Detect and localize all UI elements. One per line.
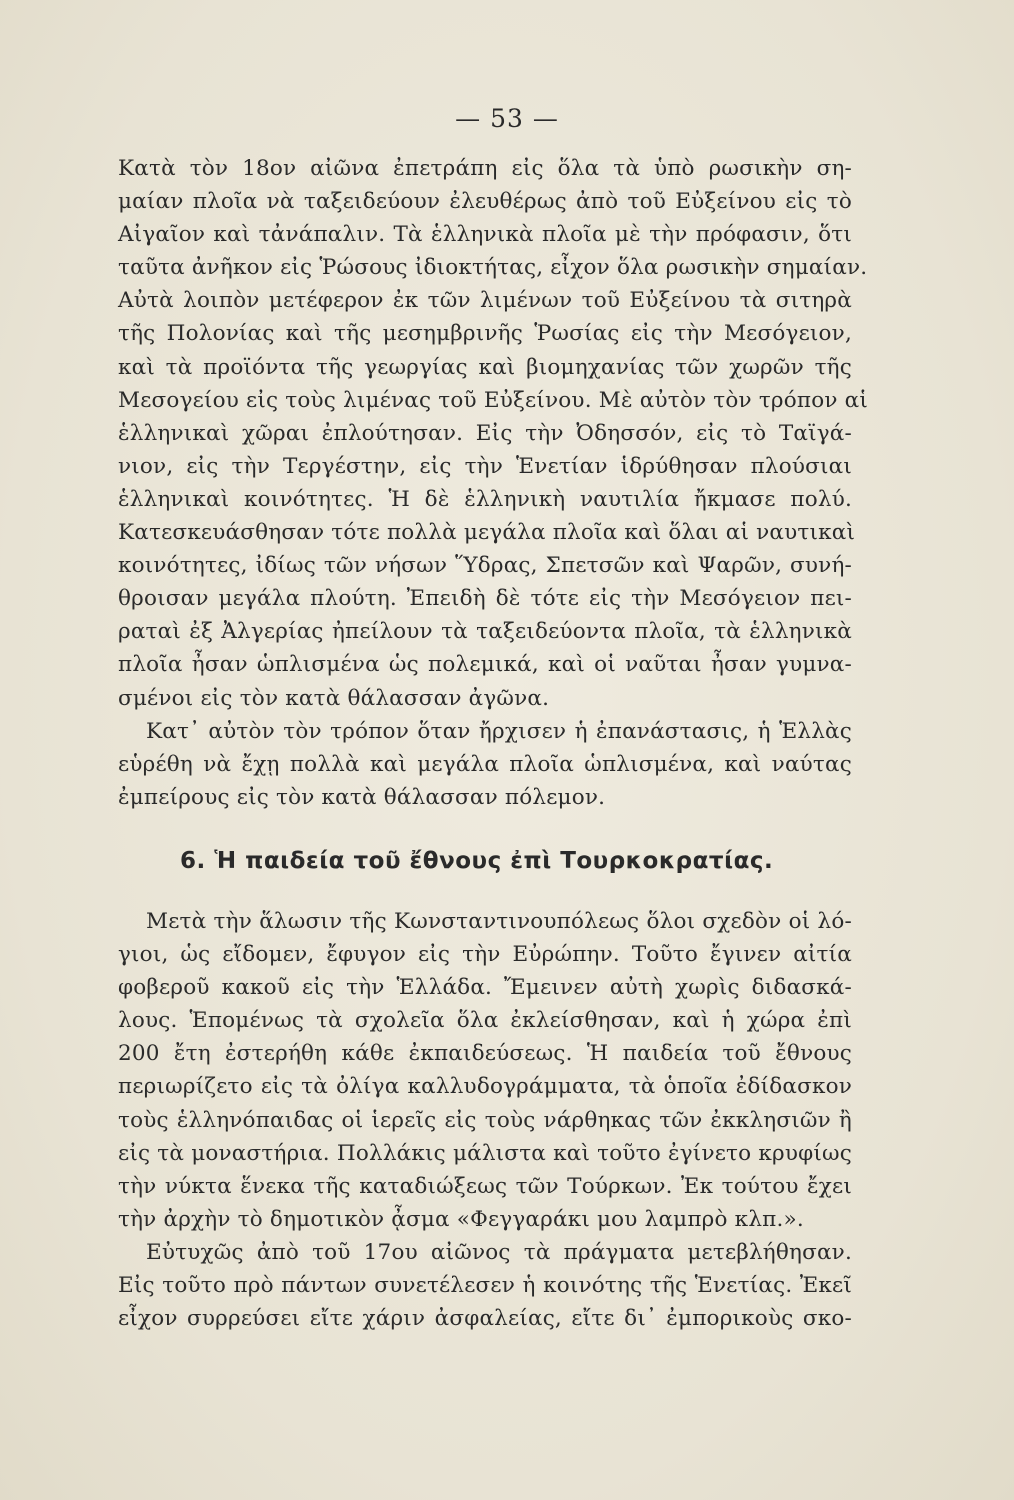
text-line: 200 ἔτη ἐστερήθη κάθε ἐκπαιδεύσεως. Ἡ παιδεία τοῦ ἔθνους	[118, 1041, 852, 1067]
text-line: ἑλληνικαὶ χῶραι ἐπλούτησαν. Εἰς τὴν Ὀδησσόν, εἰς τὸ Ταϊγά-	[118, 420, 852, 446]
paragraph-2	[118, 715, 852, 814]
text-line: Κατ᾿ αὐτὸν τὸν τρόπον ὅταν ἤρχισεν ἡ ἐπανάστασις, ἡ Ἑλλὰς	[146, 718, 852, 744]
text-line: τοὺς ἑλληνόπαιδας οἱ ἱερεῖς εἰς τοὺς νάρθηκας τῶν ἐκκλησιῶν ἢ	[118, 1107, 852, 1133]
text-line: περιωρίζετο εἰς τὰ ὀλίγα καλλυδογράμματα, τὰ ὁποῖα ἐδίδασκον	[118, 1074, 852, 1100]
text-line: εὑρέθη νὰ ἔχῃ πολλὰ καὶ μεγάλα πλοῖα ὡπλισμένα, καὶ ναύτας	[118, 751, 852, 777]
text-line: γιοι, ὡς εἴδομεν, ἔφυγον εἰς τὴν Εὐρώπην. Τοῦτο ἔγινεν αἰτία	[118, 942, 852, 968]
body-text-upper	[118, 152, 869, 814]
body-text-lower	[118, 905, 852, 1335]
text-line: ἐμπείρους εἰς τὸν κατὰ θάλασσαν πόλεμον.	[118, 784, 606, 810]
paragraph-4	[118, 1236, 852, 1335]
text-line: Εὐτυχῶς ἀπὸ τοῦ 17ου αἰῶνος τὰ πράγματα μετεβλήθησαν.	[146, 1239, 852, 1265]
text-line: τὴν ἀρχὴν τὸ δημοτικὸν ᾆσμα «Φεγγαράκι μου λαμπρὸ κλπ.».	[118, 1206, 804, 1232]
text-line: πλοῖα ἦσαν ὡπλισμένα ὡς πολεμικά, καὶ οἱ ναῦται ἦσαν γυμνα-	[118, 652, 852, 678]
text-line: Εἰς τοῦτο πρὸ πάντων συνετέλεσεν ἡ κοινότης τῆς Ἑνετίας. Ἐκεῖ	[118, 1273, 852, 1299]
text-line: κοινότητες, ἰδίως τῶν νήσων Ὕδρας, Σπετσῶν καὶ Ψαρῶν, συνή-	[118, 553, 852, 579]
text-line: εἰς τὰ μοναστήρια. Πολλάκις μάλιστα καὶ τοῦτο ἐγίνετο κρυφίως	[118, 1140, 852, 1166]
text-line: Μετὰ τὴν ἅλωσιν τῆς Κωνσταντινουπόλεως ὅλοι σχεδὸν οἱ λό-	[146, 909, 852, 934]
text-line: νιον, εἰς τὴν Τεργέστην, εἰς τὴν Ἑνετίαν ἱδρύθησαν πλούσιαι	[118, 453, 852, 479]
text-line: λους. Ἑπομένως τὰ σχολεῖα ὅλα ἐκλείσθησαν, καὶ ἡ χώρα ἐπὶ	[118, 1008, 852, 1034]
text-line: ταῦτα ἀνῆκον εἰς Ῥώσους ἰδιοκτήτας, εἶχον ὅλα ρωσικὴν σημαίαν.	[118, 255, 868, 281]
paragraph-3	[118, 905, 852, 1236]
text-line: ἑλληνικαὶ κοινότητες. Ἡ δὲ ἑλληνικὴ ναυτιλία ἤκμασε πολύ.	[118, 486, 852, 512]
text-line: Κατεσκευάσθησαν τότε πολλὰ μεγάλα πλοῖα καὶ ὅλαι αἱ ναυτικαὶ	[118, 520, 856, 546]
text-line: θροισαν μεγάλα πλούτη. Ἐπειδὴ δὲ τότε εἰς τὴν Μεσόγειον πει-	[118, 586, 852, 612]
text-line: Μεσογείου εἰς τοὺς λιμένας τοῦ Εὐξείνου. Μὲ αὐτὸν τὸν τρόπον αἱ	[118, 387, 869, 413]
text-line: Αὐτὰ λοιπὸν μετέφερον ἐκ τῶν λιμένων τοῦ Εὐξείνου τὰ σιτηρὰ	[118, 288, 852, 314]
text-line: εἶχον συρρεύσει εἴτε χάριν ἀσφαλείας, εἴτε δι᾿ ἐμπορικοὺς σκο-	[118, 1306, 852, 1332]
text-line: τὴν νύκτα ἕνεκα τῆς καταδιώξεως τῶν Τούρκων. Ἐκ τούτου ἔχει	[118, 1173, 852, 1199]
text-line: Κατὰ τὸν 18ον αἰῶνα ἐπετράπη εἰς ὅλα τὰ ὑπὸ ρωσικὴν ση-	[118, 156, 852, 181]
text-line: σμένοι εἰς τὸν κατὰ θάλασσαν ἀγῶνα.	[118, 685, 550, 711]
text-line: φοβεροῦ κακοῦ εἰς τὴν Ἑλλάδα. Ἔμεινεν αὐτὴ χωρὶς διδασκά-	[118, 975, 852, 1001]
text-line: τῆς Πολονίας καὶ τῆς μεσημβρινῆς Ῥωσίας εἰς τὴν Μεσόγειον,	[118, 321, 852, 347]
text-line: ραταὶ ἐξ Ἀλγερίας ἠπείλουν τὰ ταξειδεύοντα πλοῖα, τὰ ἑλληνικὰ	[118, 619, 852, 645]
text-line: μαίαν πλοῖα νὰ ταξειδεύουν ἐλευθέρως ἀπὸ τοῦ Εὐξείνου εἰς τὸ	[118, 189, 852, 215]
page-number: — 53 —	[455, 104, 559, 133]
text-line: Αἰγαῖον καὶ τἀνάπαλιν. Τὰ ἑλληνικὰ πλοῖα μὲ τὴν πρόφασιν, ὅτι	[118, 222, 852, 248]
paragraph-1	[118, 152, 869, 715]
text-line: καὶ τὰ προϊόντα τῆς γεωργίας καὶ βιομηχανίας τῶν χωρῶν τῆς	[118, 354, 852, 380]
section-heading: 6. Ἡ παιδεία τοῦ ἔθνους ἐπὶ Τουρκοκρατίας.	[180, 848, 774, 874]
